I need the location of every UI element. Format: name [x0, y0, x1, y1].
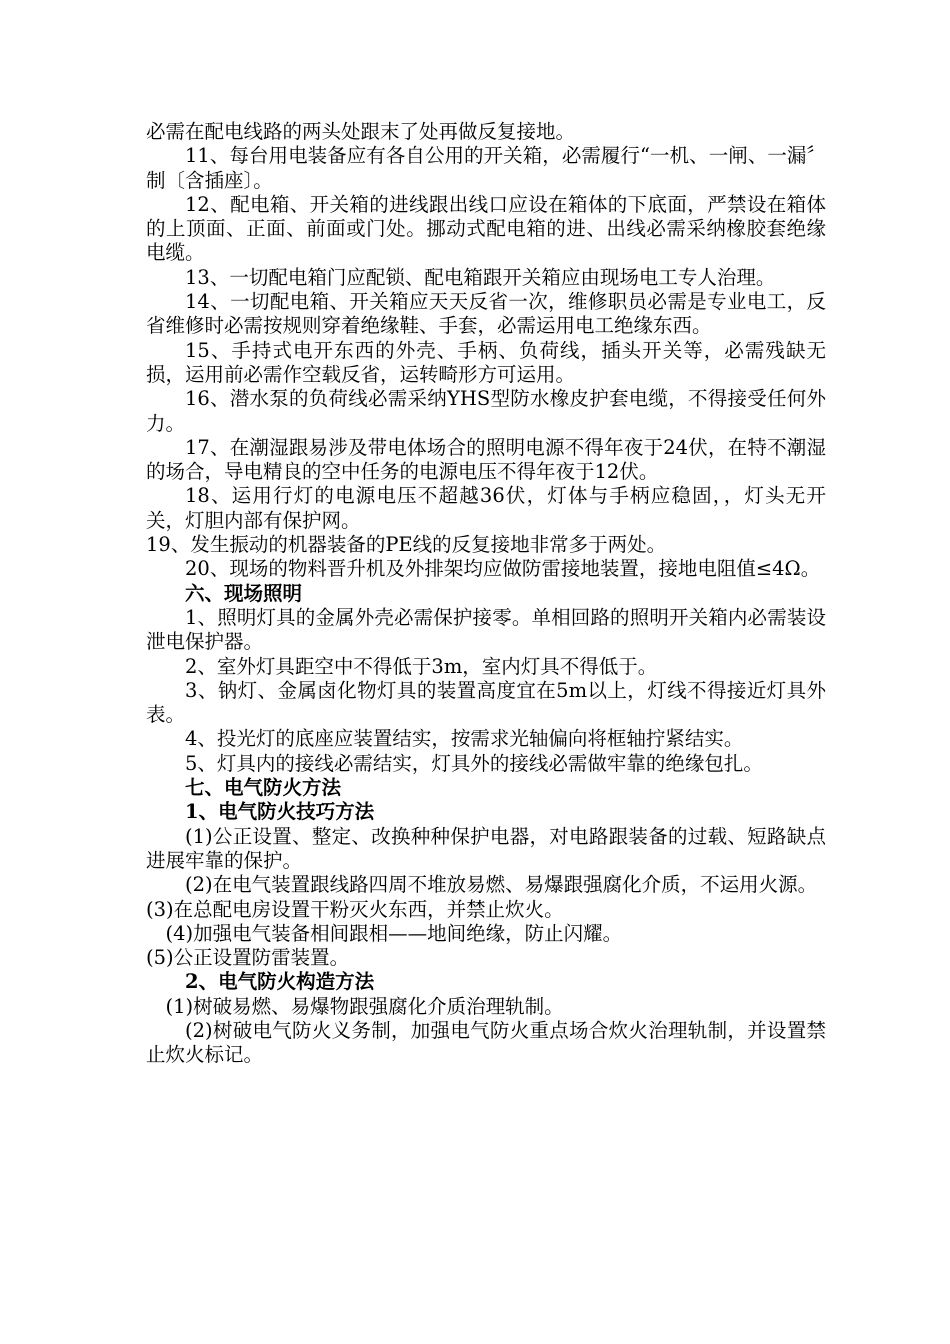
- section-heading-lighting: 六、现场照明: [185, 581, 303, 605]
- paragraph-8: 18、运用行灯的电源电压不超越36伏，灯体与手柄应稳固，，灯头无开关，灯胆内部有保护网。: [146, 484, 826, 532]
- paragraph-25: (1)树破易燃、易爆物跟强腐化介质治理轨制。: [165, 994, 564, 1018]
- paragraph-22: (4)加强电气装备相间跟相——地间绝缘，防止闪耀。: [165, 921, 623, 945]
- paragraph-16: 5、灯具内的接线必需结实，灯具外的接线必需做牢靠的绝缘包扎。: [185, 751, 763, 775]
- paragraph-15: 4、投光灯的底座应装置结实，按需求光轴偏向将框轴拧紧结实。: [185, 727, 744, 751]
- paragraph-4: 14、一切配电箱、开关箱应天天反省一次，维修职员必需是专业电工，反省维修时必需按规则穿着绝缘鞋、手套，必需运用电工绝缘东西。: [146, 290, 826, 338]
- paragraph-20: (2)在电气装置跟线路四周不堆放易燃、易爆跟强腐化介质，不运用火源。: [185, 873, 818, 897]
- paragraph-10: 20、现场的物料晋升机及外排架均应做防雷接地装置，接地电阻值≤4Ω。: [185, 557, 821, 581]
- paragraph-12: 1、照明灯具的金属外壳必需保护接零。单相回路的照明开关箱内必需装设泄电保护器。: [146, 605, 826, 654]
- paragraph-19: (1)公正设置、整定、改换种种保护电器，对电路跟装备的过载、短路缺点进展牢靠的保护。: [146, 824, 826, 872]
- document-body: [146, 120, 826, 1068]
- paragraph-0: 必需在配电线路的两头处跟末了处再做反复接地。: [146, 120, 576, 143]
- paragraph-5: 15、手持式电开东西的外壳、手柄、负荷线，插头开关等，必需残缺无损，运用前必需作空载反省，运转畸形方可运用。: [146, 338, 826, 386]
- paragraph-6: 16、潜水泵的负荷线必需采纳YHS型防水橡皮护套电缆，不得接受任何外力。: [146, 387, 826, 435]
- section-heading-fire-prevention: 七、电气防火方法: [185, 776, 342, 800]
- paragraph-1: 11、每台用电装备应有各自公用的开关箱，必需履行“一机、一闸、一漏〞制〔含插座〕。: [146, 144, 826, 192]
- paragraph-3: 13、一切配电箱门应配锁、配电箱跟开关箱应由现场电工专人治理。: [185, 265, 776, 289]
- subsection-heading-organizational: 2、电气防火构造方法: [185, 970, 375, 994]
- paragraph-2: 12、配电箱、开关箱的进线跟出线口应设在箱体的下底面，严禁设在箱体的上顶面、正面、前面或门处。挪动式配电箱的进、出线必需采纳橡胶套绝缘电缆。: [146, 192, 826, 265]
- paragraph-9: 19、发生振动的机器装备的PE线的反复接地非常多于两处。: [146, 533, 667, 557]
- paragraph-26: (2)树破电气防火义务制，加强电气防火重点场合炊火治理轨制，并设置禁止炊火标记。: [146, 1018, 826, 1067]
- paragraph-21: (3)在总配电房设置干粉灭火东西，并禁止炊火。: [146, 897, 564, 921]
- paragraph-23: (5)公正设置防雷装置。: [146, 946, 350, 970]
- paragraph-14: 3、钠灯、金属卤化物灯具的装置高度宜在5m以上，灯线不得接近灯具外表。: [146, 678, 826, 727]
- paragraph-13: 2、室外灯具距空中不得低于3m，室内灯具不得低于。: [185, 654, 658, 678]
- subsection-heading-technical: 1、电气防火技巧方法: [185, 800, 375, 824]
- paragraph-7: 17、在潮湿跟易涉及带电体场合的照明电源不得年夜于24伏，在特不潮湿的场合，导电精良的空中任务的电源电压不得年夜于12伏。: [146, 435, 826, 484]
